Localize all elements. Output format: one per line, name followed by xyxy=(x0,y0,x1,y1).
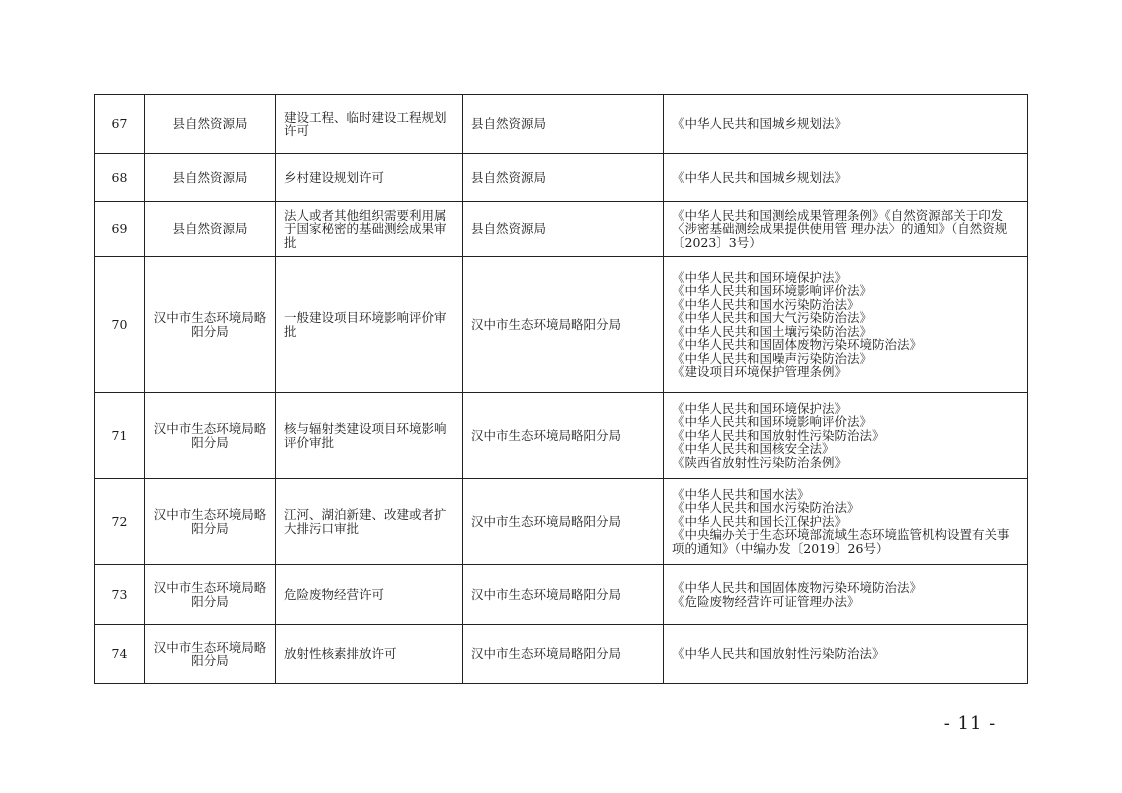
row-number: 67 xyxy=(95,95,145,154)
legal-basis-line: 《中华人民共和国环境影响评价法》 xyxy=(672,283,873,298)
implementer-cell: 汉中市生态环境局略阳分局 xyxy=(463,257,664,393)
item-cell: 法人或者其他组织需要利用属于国家秘密的基础测绘成果审批 xyxy=(276,202,463,257)
row-number: 69 xyxy=(95,202,145,257)
implementer-cell: 县自然资源局 xyxy=(463,202,664,257)
table-row xyxy=(95,479,1028,565)
legal-basis-line: 《中华人民共和国长江保护法》 xyxy=(672,513,848,529)
department-cell: 县自然资源局 xyxy=(145,95,276,154)
legal-basis-line: 《中华人民共和国水法》 xyxy=(672,486,810,502)
legal-basis-line: 《中华人民共和国环境影响评价法》 xyxy=(672,414,873,430)
legal-basis-line: 《中华人民共和国水污染防治法》 xyxy=(672,296,860,312)
legal-basis-line: 《中华人民共和国城乡规划法》 xyxy=(672,169,848,185)
legal-basis-line: 《中华人民共和国土壤污染防治法》 xyxy=(672,323,873,339)
item-cell: 建设工程、临时建设工程规划许可 xyxy=(276,95,463,154)
legal-basis-line: 《中央编办关于生态环境部流域生态环境监管机构设置有关事项的通知》（中编办发〔2019〕26号） xyxy=(672,527,1010,556)
item-cell: 放射性核素排放许可 xyxy=(276,625,463,684)
legal-basis-line: 《中华人民共和国城乡规划法》 xyxy=(672,116,848,132)
legal-basis-line: 《建设项目环境保护管理条例》 xyxy=(672,364,848,379)
department-cell: 汉中市生态环境局略阳分局 xyxy=(145,565,276,625)
item-cell: 一般建设项目环境影响评价审批 xyxy=(276,257,463,393)
department-cell: 汉中市生态环境局略阳分局 xyxy=(145,479,276,565)
legal-basis-line: 《中华人民共和国放射性污染防治法》 xyxy=(672,646,885,662)
row-number: 71 xyxy=(95,393,145,479)
implementer-cell: 县自然资源局 xyxy=(463,95,664,154)
legal-basis-line: 《中华人民共和国核安全法》 xyxy=(672,441,835,457)
permit-table xyxy=(94,94,1028,684)
legal-basis-line: 《中华人民共和国固体废物污染环境防治法》 xyxy=(672,337,923,352)
table-row xyxy=(95,202,1028,257)
department-cell: 县自然资源局 xyxy=(145,202,276,257)
legal-basis-cell xyxy=(664,393,1028,479)
table-body xyxy=(95,95,1028,684)
table-row xyxy=(95,625,1028,684)
implementer-cell: 县自然资源局 xyxy=(463,154,664,202)
department-cell: 汉中市生态环境局略阳分局 xyxy=(145,393,276,479)
table-row xyxy=(95,393,1028,479)
department-cell: 汉中市生态环境局略阳分局 xyxy=(145,625,276,684)
table-row xyxy=(95,257,1028,393)
legal-basis-line: 《危险废物经营许可证管理办法》 xyxy=(672,593,860,609)
legal-basis-line: 《中华人民共和国固体废物污染环境防治法》 xyxy=(672,580,923,595)
row-number: 73 xyxy=(95,565,145,625)
legal-basis-cell xyxy=(664,154,1028,202)
legal-basis-line: 《中华人民共和国放射性污染防治法》 xyxy=(672,427,885,443)
row-number: 70 xyxy=(95,257,145,393)
legal-basis-cell xyxy=(664,202,1028,257)
legal-basis-cell xyxy=(664,479,1028,565)
legal-basis-cell xyxy=(664,565,1028,625)
item-cell: 乡村建设规划许可 xyxy=(276,154,463,202)
legal-basis-cell xyxy=(664,95,1028,154)
legal-basis-line: 《中华人民共和国环境保护法》 xyxy=(672,269,848,285)
table-row xyxy=(95,154,1028,202)
legal-basis-line: 《中华人民共和国大气污染防治法》 xyxy=(672,310,873,325)
row-number: 68 xyxy=(95,154,145,202)
department-cell: 汉中市生态环境局略阳分局 xyxy=(145,257,276,393)
implementer-cell: 汉中市生态环境局略阳分局 xyxy=(463,393,664,479)
item-cell: 江河、湖泊新建、改建或者扩大排污口审批 xyxy=(276,479,463,565)
implementer-cell: 汉中市生态环境局略阳分局 xyxy=(463,625,664,684)
legal-basis-line: 《中华人民共和国水污染防治法》 xyxy=(672,500,860,516)
legal-basis-cell xyxy=(664,625,1028,684)
row-number: 74 xyxy=(95,625,145,684)
implementer-cell: 汉中市生态环境局略阳分局 xyxy=(463,565,664,625)
department-cell: 县自然资源局 xyxy=(145,154,276,202)
legal-basis-line: 《陕西省放射性污染防治条例》 xyxy=(672,454,848,470)
page-number: - 11 - xyxy=(943,713,997,734)
legal-basis-line: 《中华人民共和国噪声污染防治法》 xyxy=(672,350,873,366)
item-cell: 核与辐射类建设项目环境影响评价审批 xyxy=(276,393,463,479)
row-number: 72 xyxy=(95,479,145,565)
legal-basis-line: 《中华人民共和国测绘成果管理条例》《自然资源部关于印发〈涉密基础测绘成果提供使用管 理办法〉的通知》（自然资规〔2023〕3号） xyxy=(672,207,1008,250)
legal-basis-line: 《中华人民共和国环境保护法》 xyxy=(672,400,848,416)
legal-basis-cell xyxy=(664,257,1028,393)
table-row xyxy=(95,95,1028,154)
item-cell: 危险废物经营许可 xyxy=(276,565,463,625)
table-row xyxy=(95,565,1028,625)
implementer-cell: 汉中市生态环境局略阳分局 xyxy=(463,479,664,565)
